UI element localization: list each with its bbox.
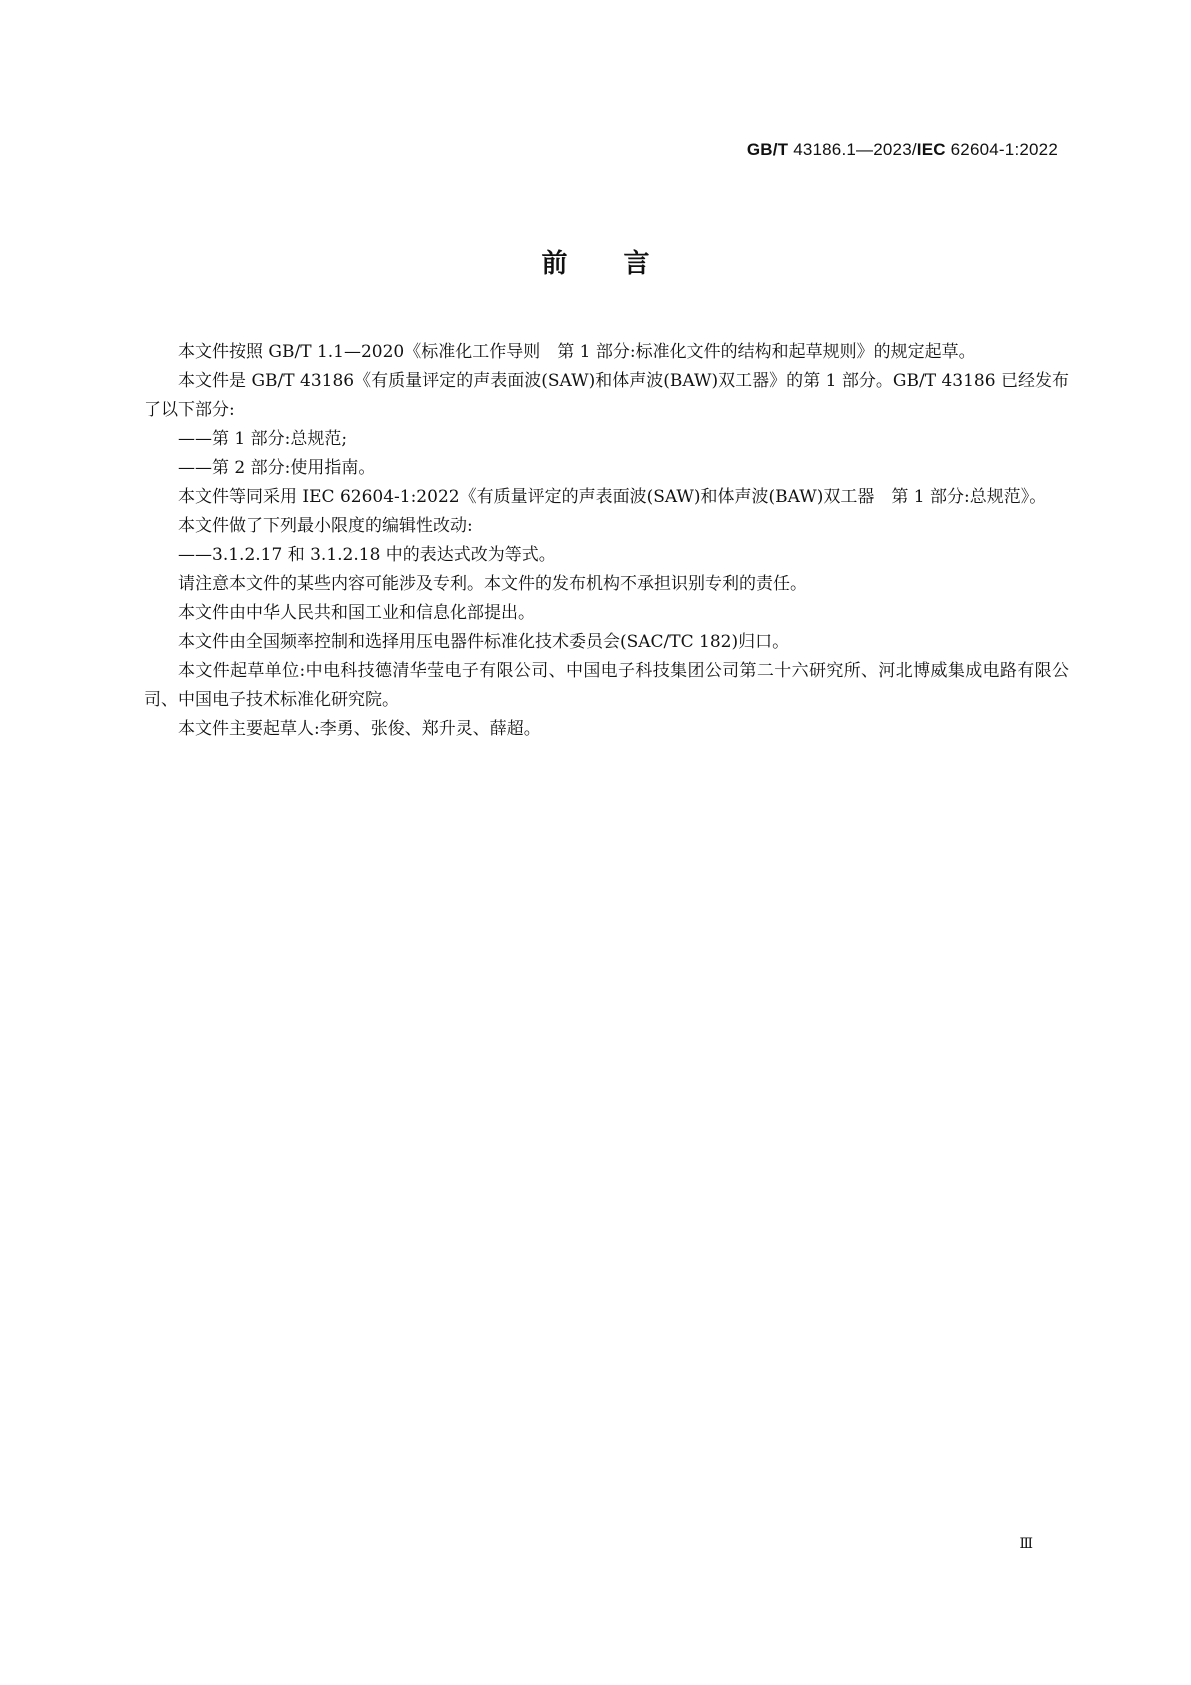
paragraph-iec-adoption: 本文件等同采用 IEC 62604-1:2022《有质量评定的声表面波(SAW)和体声波(BAW)双工器 第 1 部分:总规范》。 [178,487,1047,507]
foreword-body [144,338,1069,744]
paragraph-drafting-units: 本文件起草单位:中电科技德清华莹电子有限公司、中国电子科技集团公司第二十六研究所、河北博威集成电路有限公司、中国电子技术标准化研究院。 [144,661,1069,710]
paragraph-part-2: ——第 2 部分:使用指南。 [178,458,376,478]
paragraph-patent-notice: 请注意本文件的某些内容可能涉及专利。本文件的发布机构不承担识别专利的责任。 [178,574,807,594]
paragraph-committee: 本文件由全国频率控制和选择用压电器件标准化技术委员会(SAC/TC 182)归口。 [178,632,790,652]
standard-number: 43186.1—2023/ [788,140,917,159]
standard-number-header [747,140,1058,160]
page-number: Ⅲ [1019,1536,1033,1552]
paragraph-drafters: 本文件主要起草人:李勇、张俊、郑升灵、薛超。 [178,719,541,739]
paragraph-proposer: 本文件由中华人民共和国工业和信息化部提出。 [178,603,535,623]
page-title: 前言 [541,249,706,279]
iec-number: 62604-1:2022 [945,140,1058,159]
paragraph-drafting-rules: 本文件按照 GB/T 1.1—2020《标准化工作导则 第 1 部分:标准化文件的结构和起草规则》的规定起草。 [178,342,976,362]
paragraph-series-description: 本文件是 GB/T 43186《有质量评定的声表面波(SAW)和体声波(BAW)双工器》的第 1 部分。GB/T 43186 已经发布了以下部分: [144,371,1069,420]
iec-prefix: IEC [916,140,946,159]
paragraph-editorial-changes: 本文件做了下列最小限度的编辑性改动: [178,516,473,536]
paragraph-change-item: ——3.1.2.17 和 3.1.2.18 中的表达式改为等式。 [178,545,556,565]
paragraph-part-1: ——第 1 部分:总规范; [178,429,348,449]
standard-prefix: GB/T [746,140,789,159]
